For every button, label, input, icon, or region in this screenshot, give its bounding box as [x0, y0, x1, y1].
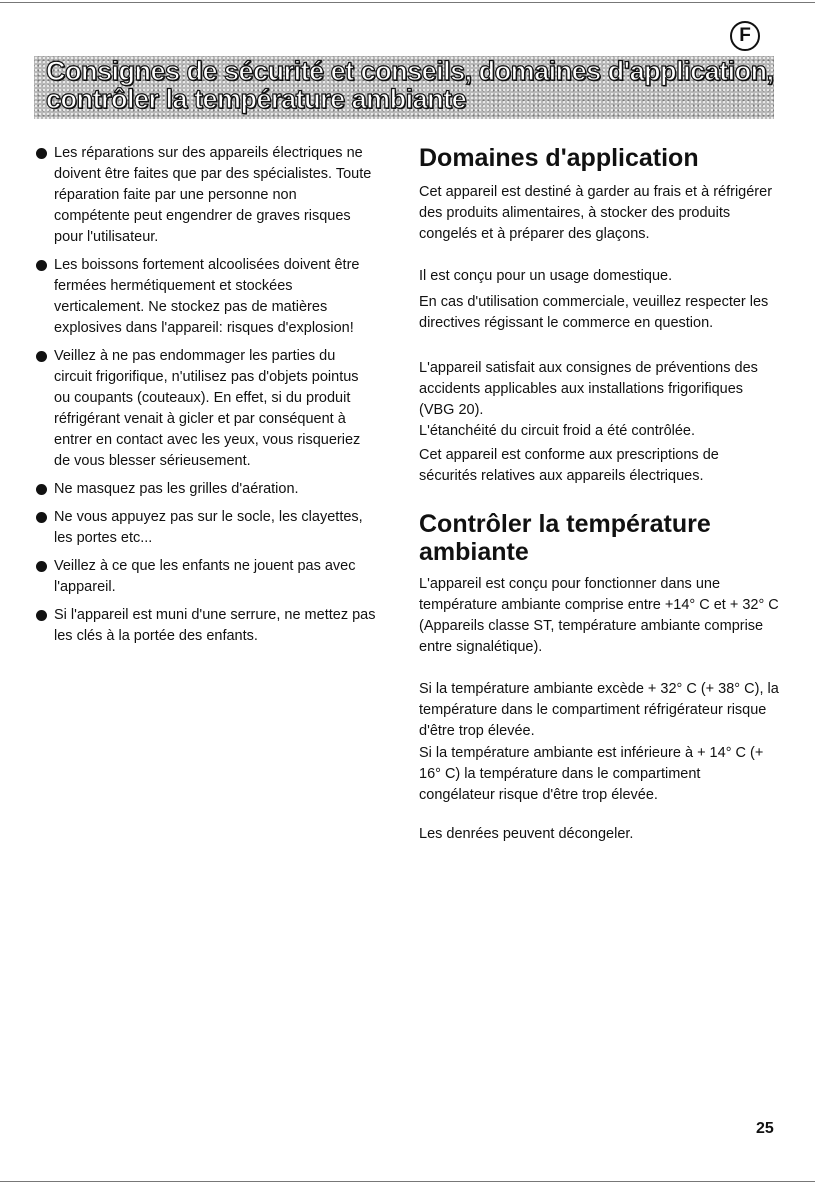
- safety-item: Les boissons fortement alcoolisées doivent être fermées hermétiquement et stockées verticalement. Ne stockez pas de matières explosives dans l'appareil: risques d'explosion!: [36, 255, 376, 339]
- domaines-paragraph: L'étanchéité du circuit froid a été contrôlée.: [419, 423, 696, 439]
- controle-paragraph: Les denrées peuvent décongeler.: [419, 826, 634, 842]
- page-number: 25: [756, 1120, 774, 1137]
- controle-paragraph: Si la température ambiante est inférieure à + 14° C (+ 16° C) la température dans le compartiment congélateur risque d'être trop élevée.: [419, 745, 764, 803]
- safety-item: Si l'appareil est muni d'une serrure, ne mettez pas les clés à la portée des enfants.: [36, 605, 376, 647]
- bottom-rule: [0, 1181, 815, 1182]
- controle-title-line-1: Contrôler la température: [419, 510, 711, 538]
- domaines-title: Domaines d'application: [419, 144, 699, 172]
- domaines-paragraph: Cet appareil est destiné à garder au frais et à réfrigérer des produits alimentaires, à stocker des produits congelés et à préparer des glaçons.: [419, 184, 773, 242]
- banner-title-line-2: contrôler la température ambiante: [46, 84, 467, 114]
- domaines-paragraph: En cas d'utilisation commerciale, veuillez respecter les directives régissant le commerce en question.: [419, 294, 769, 331]
- banner-title-line-1: Consignes de sécurité et conseils, domaines d'application,: [46, 56, 774, 86]
- safety-item: Les réparations sur des appareils électriques ne doivent être faites que par des spécialistes. Toute réparation faite par une personne non compétente peut engendrer de graves risques pour l'utilisateur.: [36, 143, 376, 248]
- safety-item: Veillez à ne pas endommager les parties du circuit frigorifique, n'utilisez pas d'objets pointus ou coupants (couteaux). En effet, si du produit réfrigérant venait à gicler et par conséquent à entrer en contact avec les yeux, vous risqueriez de vous blesser sérieusement.: [36, 346, 376, 472]
- language-badge: F: [730, 21, 760, 51]
- domaines-paragraph: Cet appareil est conforme aux prescriptions de sécurités relatives aux appareils électriques.: [419, 447, 719, 484]
- controle-title-line-2: ambiante: [419, 538, 529, 566]
- controle-paragraph: L'appareil est conçu pour fonctionner dans une température ambiante comprise entre +14° C et + 32° C (Appareils classe ST, température ambiante comprise entre signalétique).: [419, 576, 779, 655]
- safety-item: Ne masquez pas les grilles d'aération.: [36, 479, 376, 500]
- top-rule: [0, 2, 815, 3]
- safety-item: Ne vous appuyez pas sur le socle, les clayettes, les portes etc...: [36, 507, 376, 549]
- safety-list: [36, 143, 376, 654]
- section-banner: [34, 56, 774, 119]
- domaines-paragraph: L'appareil satisfait aux consignes de préventions des accidents applicables aux installations frigorifiques (VBG 20).: [419, 360, 758, 418]
- domaines-paragraph: Il est conçu pour un usage domestique.: [419, 268, 673, 284]
- controle-paragraph: Si la température ambiante excède + 32° C (+ 38° C), la température dans le compartiment réfrigérateur risque d'être trop élevée.: [419, 681, 779, 739]
- safety-item: Veillez à ce que les enfants ne jouent pas avec l'appareil.: [36, 556, 376, 598]
